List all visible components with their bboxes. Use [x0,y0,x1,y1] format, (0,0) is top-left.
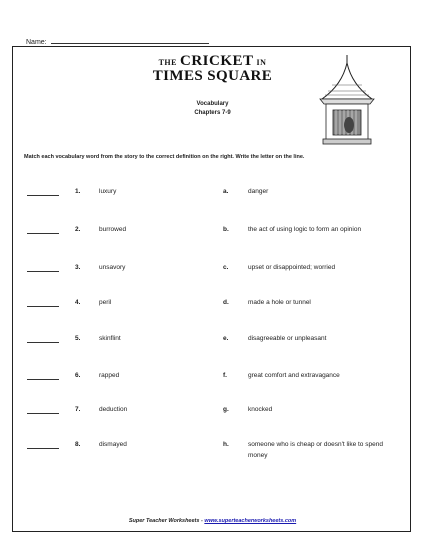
name-label: Name: [26,39,47,46]
vocab-word: luxury [99,188,117,195]
definition-text: the act of using logic to form an opinion [248,226,362,233]
answer-blank[interactable] [27,306,59,307]
logo-the: THE [158,58,177,67]
vocab-word: rapped [99,372,120,379]
definition-text: upset or disappointed; worried [248,264,336,271]
name-line[interactable] [51,36,209,44]
word-number: 1. [75,188,81,195]
logo-in: IN [256,58,267,67]
definition-letter: g. [223,406,229,413]
name-row [26,36,209,46]
footer-separator: - [199,518,205,524]
footer-brand: Super Teacher Worksheets [128,518,200,524]
answer-blank[interactable] [27,342,59,343]
word-number: 8. [75,441,81,448]
logo-cricket: CRICKET [180,53,254,69]
worksheet-title: Vocabulary [196,101,229,107]
definition-letter: b. [223,226,229,233]
definition-text: knocked [248,406,273,413]
word-number: 7. [75,406,81,413]
instructions: Match each vocabulary word from the story to the correct definition on the right. Write the letter on the line. [24,154,305,160]
definition-text: danger [248,188,269,195]
worksheet-chapters: Chapters 7-9 [194,110,231,116]
word-number: 3. [75,264,81,271]
answer-blank[interactable] [27,271,59,272]
answer-blank[interactable] [27,233,59,234]
vocab-word: deduction [99,406,128,413]
logo-times-square: TIMES SQUARE [152,68,273,84]
vocab-word: burrowed [99,226,127,233]
word-number: 4. [75,299,81,306]
definition-letter: d. [223,299,229,306]
book-title-logo [150,53,275,85]
definition-text: great comfort and extravagance [248,372,340,379]
vocab-word: peril [99,299,112,306]
answer-blank[interactable] [27,195,59,196]
definition-letter: f. [223,372,227,379]
definition-text: made a hole or tunnel [248,299,311,306]
vocab-word: skinflint [99,335,121,342]
word-number: 6. [75,372,81,379]
answer-blank[interactable] [27,379,59,380]
definition-text: disagreeable or unpleasant [248,335,327,342]
definition-letter: a. [223,188,229,195]
word-number: 5. [75,335,81,342]
answer-blank[interactable] [27,413,59,414]
answer-blank[interactable] [27,448,59,449]
definition-letter: c. [223,264,229,271]
definition-text: someone who is cheap or doesn't like to spend money [248,441,383,459]
definition-letter: h. [223,441,229,448]
vocab-word: unsavory [99,264,126,271]
footer [0,518,425,524]
cricket-cage-illustration [318,55,376,145]
footer-link[interactable]: www.superteacherworksheets.com [204,518,297,524]
vocab-word: dismayed [99,441,127,448]
definition-letter: e. [223,335,229,342]
word-number: 2. [75,226,81,233]
